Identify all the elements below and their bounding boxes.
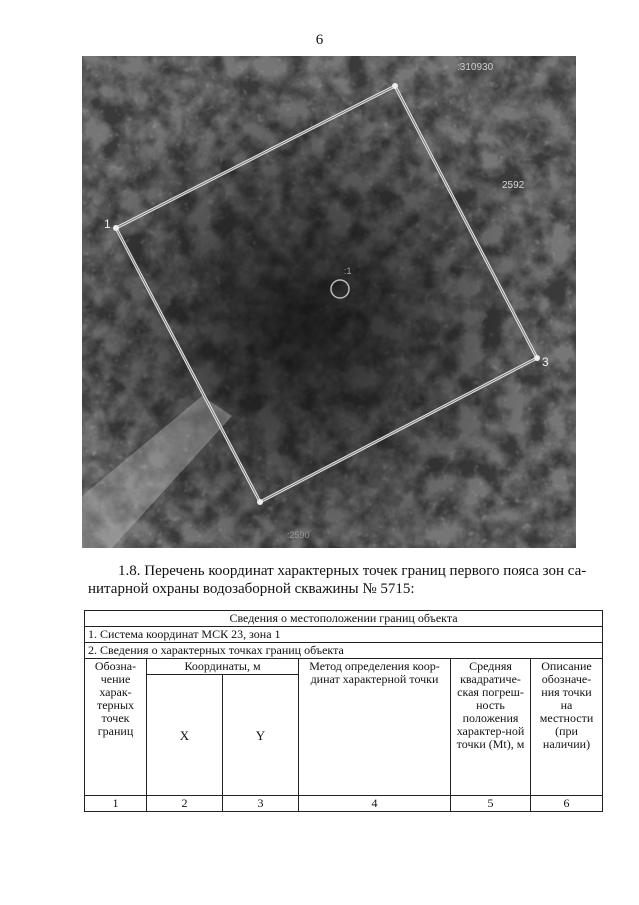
header-point-designation: Обозна-чение харак-терных точек границ — [85, 659, 147, 796]
boundary-point-marker — [534, 355, 540, 361]
column-number: 1 — [85, 796, 147, 812]
column-number: 3 — [223, 796, 299, 812]
map-label-center: :1 — [344, 266, 352, 276]
header-method: Метод определения коор-динат характерной точки — [299, 659, 451, 796]
table-title: Сведения о местоположении границ объекта — [85, 611, 603, 627]
aerial-map-svg — [82, 56, 576, 548]
section-paragraph — [88, 562, 598, 598]
header-coordinates: Координаты, м — [147, 659, 299, 675]
header-y: Y — [223, 675, 299, 796]
header-description: Описание обозначе-ния точки на местности (при наличии) — [531, 659, 603, 796]
boundary-point-marker — [392, 83, 398, 89]
paragraph-line-2: нитарной охраны водозаборной скважины № 5715: — [88, 581, 415, 597]
boundary-point-marker — [257, 499, 263, 505]
coordinates-table — [84, 610, 603, 812]
column-number: 6 — [531, 796, 603, 812]
table-points-header: 2. Сведения о характерных точках границ объекта — [85, 643, 603, 659]
header-x: X — [147, 675, 223, 796]
column-number: 5 — [451, 796, 531, 812]
header-mean-error: Средняя квадратиче-ская погреш-ность положения характер-ной точки (Mt), м — [451, 659, 531, 796]
column-number: 4 — [299, 796, 451, 812]
point-label-1: 1 — [104, 217, 111, 231]
point-label-3: 3 — [542, 355, 549, 369]
column-number: 2 — [147, 796, 223, 812]
table-system-row: 1. Система координат МСК 23, зона 1 — [85, 627, 603, 643]
aerial-map — [82, 56, 576, 548]
paragraph-line-1: 1.8. Перечень координат характерных точек границ первого пояса зон са- — [118, 563, 587, 579]
page-number: 6 — [315, 32, 324, 48]
boundary-point-marker — [113, 225, 119, 231]
map-label-side: 2592 — [502, 180, 525, 191]
map-label-bottom: :2590 — [287, 530, 310, 540]
map-label-top: :310930 — [457, 62, 494, 73]
